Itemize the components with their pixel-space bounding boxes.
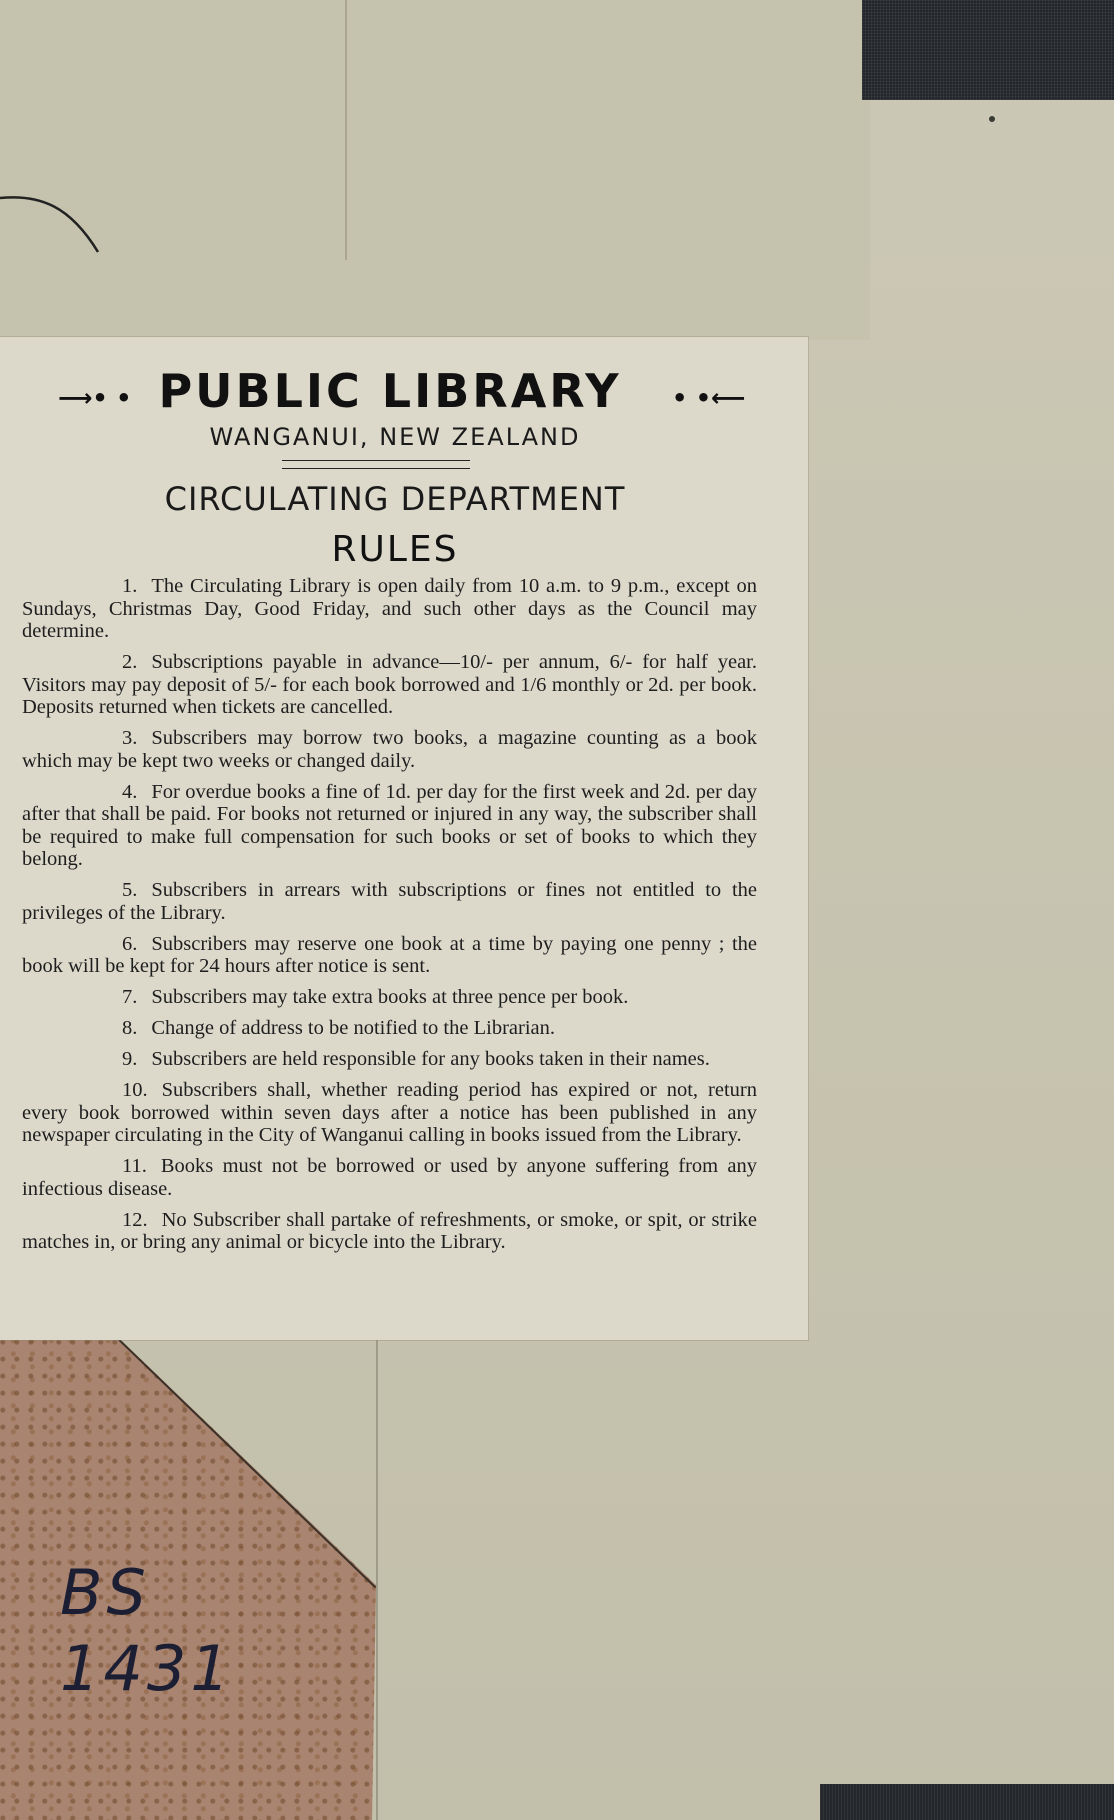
rule-number: 5. bbox=[122, 879, 138, 901]
rule-item bbox=[22, 879, 757, 924]
paper-crease bbox=[345, 0, 347, 260]
library-rules-label bbox=[0, 337, 808, 1340]
rule-text: Books must not be borrowed or used by anyone suffering from any infectious disease. bbox=[22, 1155, 757, 1200]
board-edge-line bbox=[376, 1340, 378, 1820]
rule-number: 6. bbox=[122, 932, 138, 955]
rule-item bbox=[22, 1079, 757, 1147]
ornament-right: • •⟵ bbox=[672, 384, 746, 412]
pin-mark bbox=[989, 116, 995, 122]
rule-item bbox=[22, 1048, 757, 1071]
rule-number: 7. bbox=[122, 986, 138, 1008]
rule-text: Subscribers may take extra books at three pence per book. bbox=[151, 986, 629, 1008]
rule-item bbox=[22, 933, 757, 978]
loose-thread bbox=[0, 196, 105, 256]
rule-text: Change of address to be notified to the Librarian. bbox=[151, 1017, 555, 1039]
rule-number: 11. bbox=[122, 1155, 147, 1177]
rule-text: Subscribers are held responsible for any books taken in their names. bbox=[151, 1048, 710, 1070]
rule-number: 4. bbox=[122, 780, 138, 803]
rule-item bbox=[22, 986, 757, 1009]
rule-number: 8. bbox=[122, 1017, 138, 1039]
rule-item bbox=[22, 575, 757, 643]
rule-number: 3. bbox=[122, 727, 138, 749]
rule-item bbox=[22, 651, 757, 719]
library-title: PUBLIC LIBRARY bbox=[158, 364, 622, 418]
rule-number: 1. bbox=[122, 575, 138, 597]
rule-text: Subscribers may reserve one book at a time by paying one penny ; the book will be kept for 24 hours after notice is sent. bbox=[22, 932, 757, 977]
rule-item bbox=[22, 1155, 757, 1200]
spine-cloth-top bbox=[862, 0, 1114, 100]
double-rule-divider bbox=[282, 460, 470, 469]
rule-text: The Circulating Library is open daily from 10 a.m. to 9 p.m., except on Sundays, Christmas Day, Good Friday, and such other days as the Council may determine. bbox=[22, 575, 757, 642]
shelfmark-class: BS bbox=[60, 1556, 150, 1629]
rules-list bbox=[22, 575, 757, 1262]
rules-heading: RULES bbox=[331, 529, 459, 570]
ornament-left: ⟶• • bbox=[58, 384, 132, 412]
rule-text: Subscribers in arrears with subscriptions or fines not entitled to the privileges of the Library. bbox=[22, 879, 757, 924]
rule-text: Subscribers shall, whether reading period has expired or not, return every book borrowed within seven days after a notice has been published in any newspaper circulating in the City of Wanganui calling in books issued from the Library. bbox=[22, 1079, 757, 1146]
rule-item bbox=[22, 1017, 757, 1040]
shelfmark-number: 1431 bbox=[60, 1632, 234, 1705]
rule-text: Subscriptions payable in advance—10/- per annum, 6/- for half year. Visitors may pay deposit of 5/- for each book borrowed and 1/6 monthly or 2d. per book. Deposits returned when tickets are cancelled. bbox=[22, 651, 757, 718]
rule-text: Subscribers may borrow two books, a magazine counting as a book which may be kept two weeks or changed daily. bbox=[22, 727, 757, 772]
rule-number: 10. bbox=[122, 1079, 148, 1101]
paper-fold bbox=[0, 0, 870, 340]
spine-cloth-bottom bbox=[820, 1784, 1114, 1820]
rule-item bbox=[22, 1209, 757, 1254]
rule-text: For overdue books a fine of 1d. per day for the first week and 2d. per day after that shall be paid. For books not returned or injured in any way, the subscriber shall be required to make full compensation for such books or set of books to which they belong. bbox=[22, 780, 757, 870]
rule-number: 12. bbox=[122, 1208, 148, 1231]
rule-text: No Subscriber shall partake of refreshments, or smoke, or spit, or strike matches in, or bring any animal or bicycle into the Library. bbox=[22, 1208, 757, 1253]
rule-item bbox=[22, 727, 757, 772]
rule-item bbox=[22, 781, 757, 871]
rule-number: 2. bbox=[122, 651, 138, 673]
shelfmark bbox=[60, 1555, 234, 1707]
rule-number: 9. bbox=[122, 1048, 138, 1070]
library-location: WANGANUI, NEW ZEALAND bbox=[209, 423, 581, 451]
department-heading: CIRCULATING DEPARTMENT bbox=[164, 480, 626, 518]
